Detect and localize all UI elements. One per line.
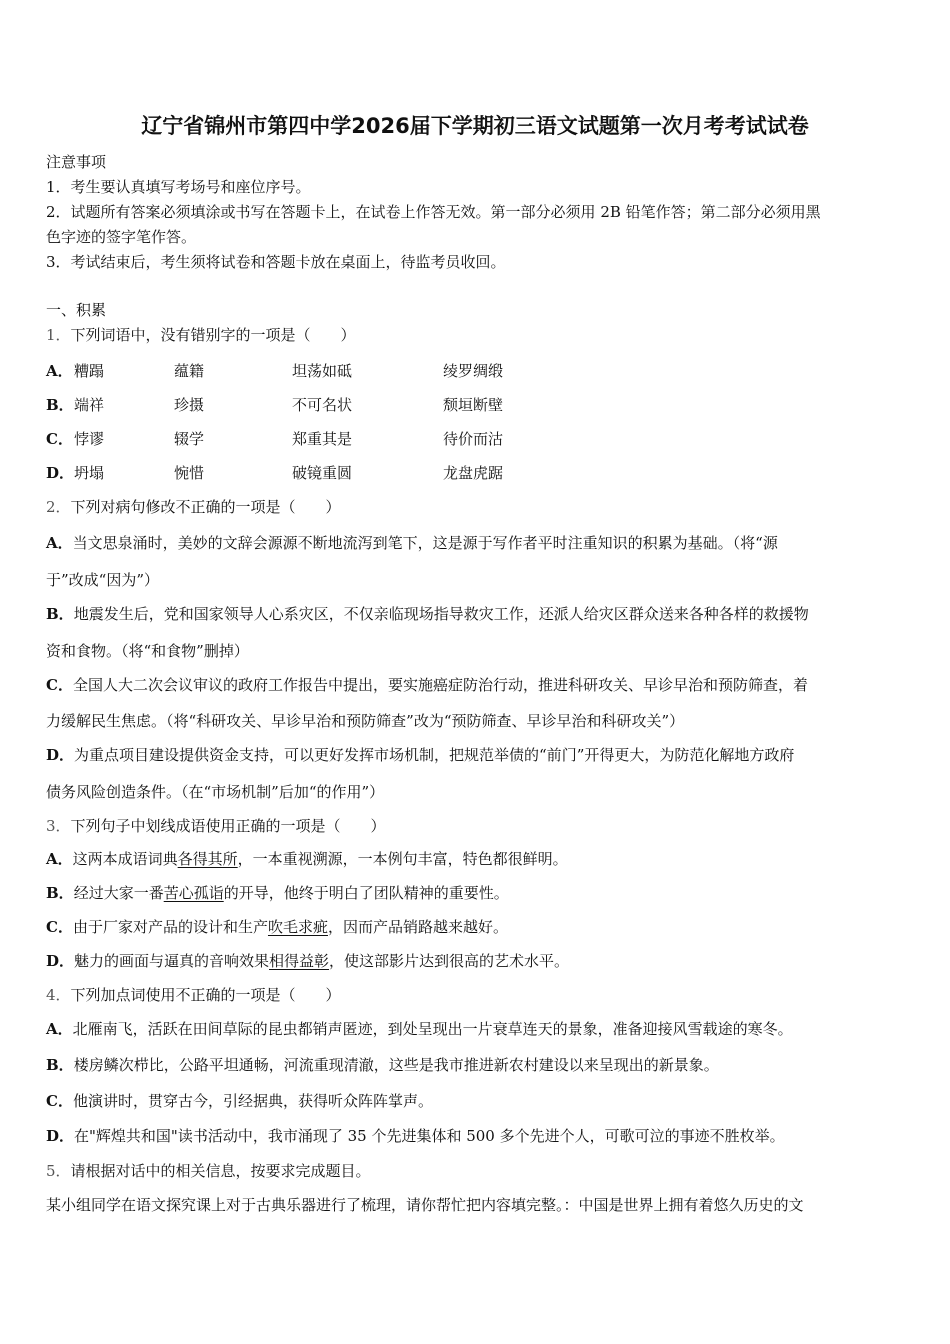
option-text-post: ，因而产品销路越来越好。	[327, 918, 508, 936]
option-text: 当文思泉涌时，美妙的文辞会源源不断地流泻到笔下，这是源于写作者平时注重知识的积累为基础。（将“源	[72, 534, 778, 552]
q2-option-b	[46, 604, 908, 624]
question-number: 3．	[46, 817, 71, 835]
option-word: 绫罗绸缎	[443, 362, 504, 380]
option-text-pre: 魅力的画面与逼真的音响效果	[74, 952, 270, 970]
section-heading: 一、积累	[46, 301, 107, 319]
option-letter: D．	[46, 1127, 75, 1145]
question-number: 2．	[46, 498, 71, 516]
option-word: 颓垣断壁	[443, 396, 504, 414]
page-title: 辽宁省锦州市第四中学2026届下学期初三语文试题第一次月考考试试卷	[141, 114, 809, 138]
option-letter: C．	[46, 918, 73, 936]
option-text: 全国人大二次会议审议的政府工作报告中提出，要实施癌症防治行动，推进科研攻关、早诊早治和预防筛查，着	[72, 676, 808, 694]
question-number: 1．	[46, 326, 71, 344]
underlined-idiom: 吹毛求疵	[267, 918, 328, 936]
option-letter: B．	[46, 396, 74, 414]
option-word: 破镜重圆	[292, 464, 353, 482]
question-1	[46, 325, 908, 345]
q4-option-a	[46, 1019, 908, 1039]
option-word: 端祥	[74, 396, 105, 414]
option-letter: A．	[46, 850, 73, 868]
q3-option-d	[46, 951, 908, 971]
question-number: 5．	[46, 1162, 71, 1180]
question-stem: 请根据对话中的相关信息，按要求完成题目。	[70, 1162, 371, 1180]
option-text-post: ，一本重视溯源，一本例句丰富，特色都很鲜明。	[237, 850, 568, 868]
q3-option-a	[46, 849, 908, 869]
option-text: 北雁南飞，活跃在田间草际的昆虫都销声匿迹，到处呈现出一片衰草连天的景象，准备迎接风雪载途的寒冬。	[72, 1020, 793, 1038]
option-word: 悖谬	[74, 430, 105, 448]
option-text: 为重点项目建设提供资金支持，可以更好发挥市场机制，把规范举债的“前门”开得更大，为防范化解地方政府	[74, 746, 795, 764]
option-letter: B．	[46, 605, 74, 623]
option-text-pre: 经过大家一番	[73, 884, 164, 902]
option-letter: A．	[46, 362, 73, 380]
question-stem: 下列加点词使用不正确的一项是（ ）	[70, 986, 341, 1004]
option-word: 待价而沽	[443, 430, 504, 448]
option-word: 坍塌	[74, 464, 105, 482]
option-letter: D．	[46, 952, 75, 970]
q2-option-d	[46, 745, 908, 765]
option-text: 楼房鳞次栉比，公路平坦通畅，河流重现清澈，这些是我市推进新农村建设以来呈现出的新景象。	[73, 1056, 719, 1074]
q2-option-d-cont: 债务风险创造条件。（在“市场机制”后加“的作用”）	[46, 783, 385, 801]
option-letter: B．	[46, 884, 74, 902]
option-text: 他演讲时，贯穿古今，引经据典，获得听众阵阵掌声。	[72, 1092, 433, 1110]
option-letter: A．	[46, 534, 73, 552]
underlined-idiom: 苦心孤诣	[163, 884, 224, 902]
question-3	[46, 816, 908, 836]
question-stem: 下列对病句修改不正确的一项是（ ）	[70, 498, 341, 516]
option-word: 坦荡如砥	[292, 362, 353, 380]
question-number: 4．	[46, 986, 71, 1004]
option-letter: D．	[46, 464, 75, 482]
question-5	[46, 1161, 908, 1181]
option-letter: C．	[46, 676, 73, 694]
question-4	[46, 985, 908, 1005]
option-word: 蕴籍	[174, 362, 205, 380]
q2-option-c	[46, 675, 908, 695]
option-word: 不可名状	[292, 396, 353, 414]
option-word: 惋惜	[174, 464, 205, 482]
q3-option-c	[46, 917, 908, 937]
underlined-idiom: 相得益彰	[269, 952, 330, 970]
option-text-post: 的开导，他终于明白了团队精神的重要性。	[223, 884, 509, 902]
option-letter: C．	[46, 1092, 73, 1110]
option-word: 珍摄	[174, 396, 205, 414]
option-text-pre: 这两本成语词典	[72, 850, 178, 868]
notice-item-2-cont: 色字迹的签字笔作答。	[46, 228, 197, 246]
option-word: 糟蹋	[74, 362, 105, 380]
notice-item-2: 2．试题所有答案必须填涂或书写在答题卡上，在试卷上作答无效。第一部分必须用 2B 铅笔作答；第二部分必须用黑	[46, 203, 821, 221]
q4-option-b	[46, 1055, 908, 1075]
option-text: 地震发生后，党和国家领导人心系灾区，不仅亲临现场指导救灾工作，还派人给灾区群众送来各种各样的救援物	[73, 605, 809, 623]
notice-item-1: 1．考生要认真填写考场号和座位序号。	[46, 178, 311, 196]
option-text-pre: 由于厂家对产品的设计和生产	[72, 918, 268, 936]
option-word: 辍学	[174, 430, 205, 448]
option-letter: A．	[46, 1020, 73, 1038]
q4-option-c	[46, 1091, 908, 1111]
question-2	[46, 497, 908, 517]
q2-option-b-cont: 资和食物。（将“和食物”删掉）	[46, 642, 249, 660]
option-letter: D．	[46, 746, 75, 764]
q2-option-a-cont: 于”改成“因为”）	[46, 571, 160, 589]
option-text-post: ，使这部影片达到很高的艺术水平。	[329, 952, 570, 970]
notice-item-3: 3．考试结束后，考生须将试卷和答题卡放在桌面上，待监考员收回。	[46, 253, 506, 271]
option-text: 在"辉煌共和国"读书活动中，我市涌现了 35 个先进集体和 500 多个先进个人，可歌可泣的事迹不胜枚举。	[74, 1127, 785, 1145]
underlined-idiom: 各得其所	[177, 850, 238, 868]
option-letter: B．	[46, 1056, 74, 1074]
q5-paragraph: 某小组同学在语文探究课上对于古典乐器进行了梳理，请你帮忙把内容填完整。：中国是世界上拥有着悠久历史的文	[46, 1196, 804, 1214]
question-stem: 下列句子中划线成语使用正确的一项是（ ）	[70, 817, 386, 835]
option-letter: C．	[46, 430, 73, 448]
q2-option-c-cont: 力缓解民生焦虑。（将“科研攻关、早诊早治和预防筛查”改为“预防筛查、早诊早治和科研攻关”）	[46, 712, 685, 730]
option-word: 龙盘虎踞	[443, 464, 504, 482]
notice-heading: 注意事项	[46, 153, 107, 171]
q3-option-b	[46, 883, 908, 903]
question-stem: 下列词语中，没有错别字的一项是（ ）	[70, 326, 356, 344]
q4-option-d	[46, 1126, 908, 1146]
q2-option-a	[46, 533, 908, 553]
option-word: 郑重其是	[292, 430, 353, 448]
